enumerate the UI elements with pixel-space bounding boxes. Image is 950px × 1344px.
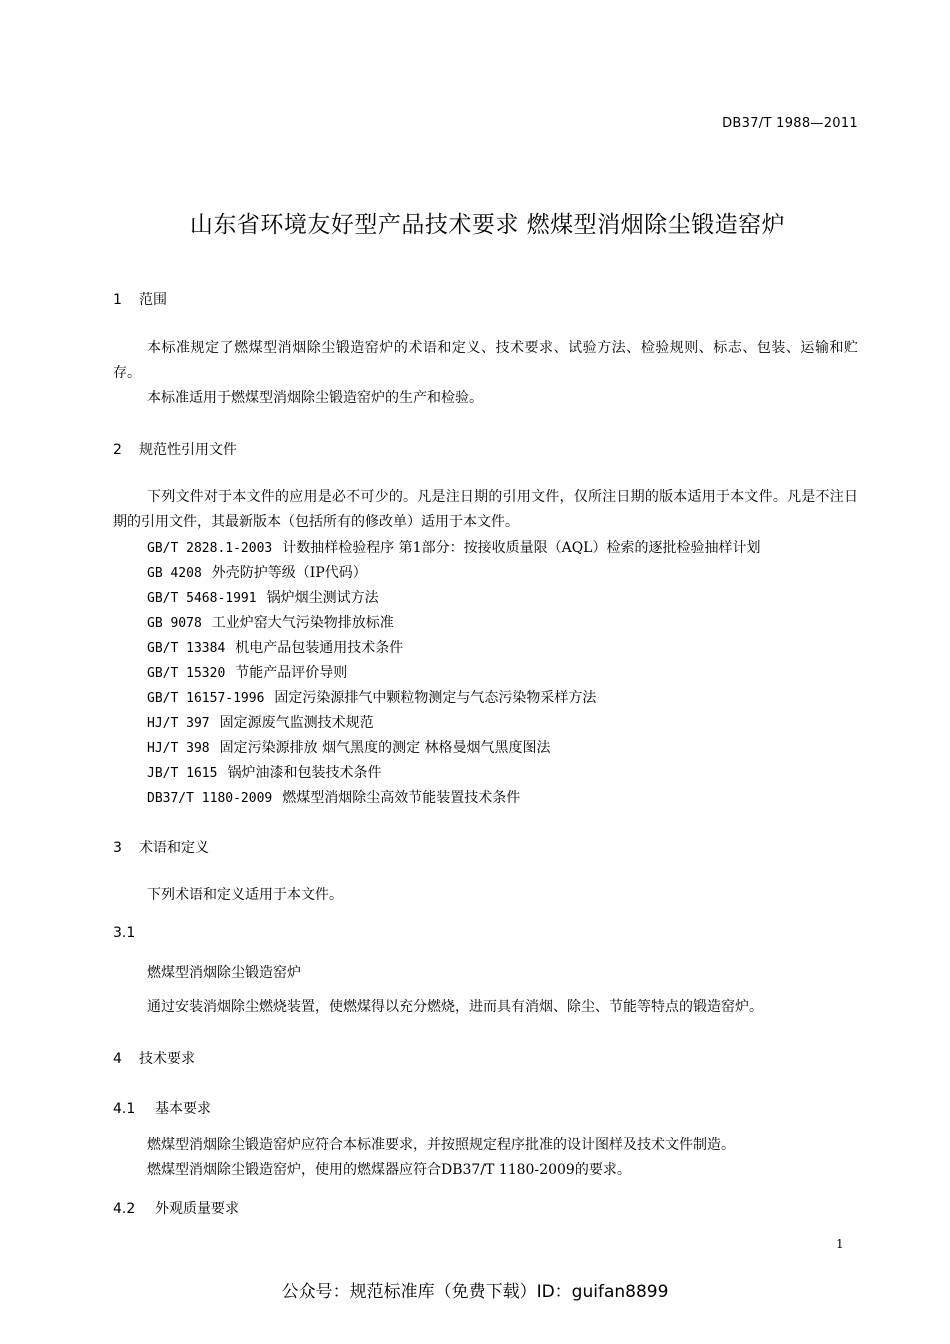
reference-code: JB/T 1615: [147, 766, 218, 781]
subsection-number: 4.2: [113, 1201, 136, 1217]
subsection-4-1-paragraph-1: 燃煤型消烟除尘锻造窑炉应符合本标准要求，并按照规定程序批准的设计图样及技术文件制造。: [147, 1137, 735, 1153]
footer-watermark-text: 公众号：规范标准库（免费下载）ID：guifan8899: [281, 1282, 669, 1302]
section-2-heading: [113, 439, 237, 459]
document-title: 山东省环境友好型产品技术要求 燃煤型消烟除尘锻造窑炉: [189, 212, 786, 238]
reference-title: 固定污染源排放 烟气黑度的测定 林格曼烟气黑度图法: [219, 740, 551, 756]
subsection-number: 4.1: [113, 1101, 136, 1117]
section-4-heading: [113, 1048, 195, 1068]
section-title: 术语和定义: [139, 840, 209, 856]
page-number: 1: [836, 1237, 844, 1251]
term-definition: 通过安装消烟除尘燃烧装置，使燃煤得以充分燃烧，进而具有消烟、除尘、节能等特点的锻造窑炉。: [147, 999, 763, 1015]
reference-item: [147, 537, 760, 557]
reference-code: HJ/T 397: [147, 716, 210, 731]
reference-item: [147, 587, 379, 607]
section-title: 技术要求: [139, 1051, 195, 1067]
reference-title: 燃煤型消烟除尘高效节能装置技术条件: [282, 790, 521, 806]
document-number: DB37/T 1988—2011: [722, 116, 858, 131]
reference-title: 机电产品包装通用技术条件: [235, 640, 404, 656]
subsection-title: 外观质量要求: [155, 1201, 239, 1217]
section-1-heading: [113, 289, 167, 309]
reference-title: 固定源废气监测技术规范: [219, 715, 374, 731]
section-3-heading: [113, 837, 209, 857]
reference-title: 计数抽样检验程序 第1部分：按接收质量限（AQL）检索的逐批检验抽样计划: [282, 540, 761, 556]
section-number: 4: [113, 1051, 122, 1067]
subsection-4-2-heading: [113, 1198, 239, 1218]
reference-title: 节能产品评价导则: [235, 665, 348, 681]
reference-item: [147, 762, 381, 782]
reference-title: 固定污染源排气中颗粒物测定与气态污染物采样方法: [274, 690, 597, 706]
reference-code: GB/T 16157-1996: [147, 691, 265, 706]
reference-item: [147, 612, 394, 632]
subsection-4-1-paragraph-2: 燃煤型消烟除尘锻造窑炉，使用的燃煤器应符合DB37/T 1180-2009的要求。: [147, 1162, 631, 1178]
reference-code: GB/T 15320: [147, 666, 226, 681]
section-title: 范围: [139, 292, 167, 308]
section-number: 3: [113, 840, 122, 856]
reference-item: [147, 687, 596, 707]
reference-item: [147, 562, 367, 582]
reference-title: 锅炉油漆和包装技术条件: [227, 765, 382, 781]
subsection-4-1-heading: [113, 1098, 211, 1118]
section-number: 1: [113, 292, 122, 308]
reference-item: [147, 637, 403, 657]
section-1-paragraph-2: 本标准适用于燃煤型消烟除尘锻造窑炉的生产和检验。: [147, 390, 483, 406]
reference-item: [147, 662, 347, 682]
term-name: 燃煤型消烟除尘锻造窑炉: [147, 965, 301, 981]
section-3-paragraph-1: 下列术语和定义适用于本文件。: [147, 887, 343, 903]
reference-title: 外壳防护等级（IP代码）: [211, 565, 367, 581]
subsection-3-1-number: 3.1: [113, 925, 136, 941]
subsection-title: 基本要求: [155, 1101, 211, 1117]
reference-title: 锅炉烟尘测试方法: [266, 590, 379, 606]
section-1-paragraph-1: 本标准规定了燃煤型消烟除尘锻造窑炉的术语和定义、技术要求、试验方法、检验规则、标志、包装、运输和贮存。: [113, 340, 858, 381]
reference-code: GB/T 13384: [147, 641, 226, 656]
reference-code: DB37/T 1180-2009: [147, 791, 273, 806]
section-2-paragraph-1: 下列文件对于本文件的应用是必不可少的。凡是注日期的引用文件，仅所注日期的版本适用于本文件。凡是不注日期的引用文件，其最新版本（包括所有的修改单）适用于本文件。: [113, 489, 858, 530]
reference-item: [147, 737, 551, 757]
reference-code: GB/T 2828.1-2003: [147, 541, 273, 556]
reference-title: 工业炉窑大气污染物排放标准: [211, 615, 394, 631]
section-title: 规范性引用文件: [139, 442, 237, 458]
reference-code: GB 4208: [147, 566, 202, 581]
reference-item: [147, 712, 374, 732]
reference-code: GB/T 5468-1991: [147, 591, 257, 606]
section-number: 2: [113, 442, 122, 458]
reference-code: GB 9078: [147, 616, 202, 631]
reference-item: [147, 787, 520, 807]
reference-code: HJ/T 398: [147, 741, 210, 756]
